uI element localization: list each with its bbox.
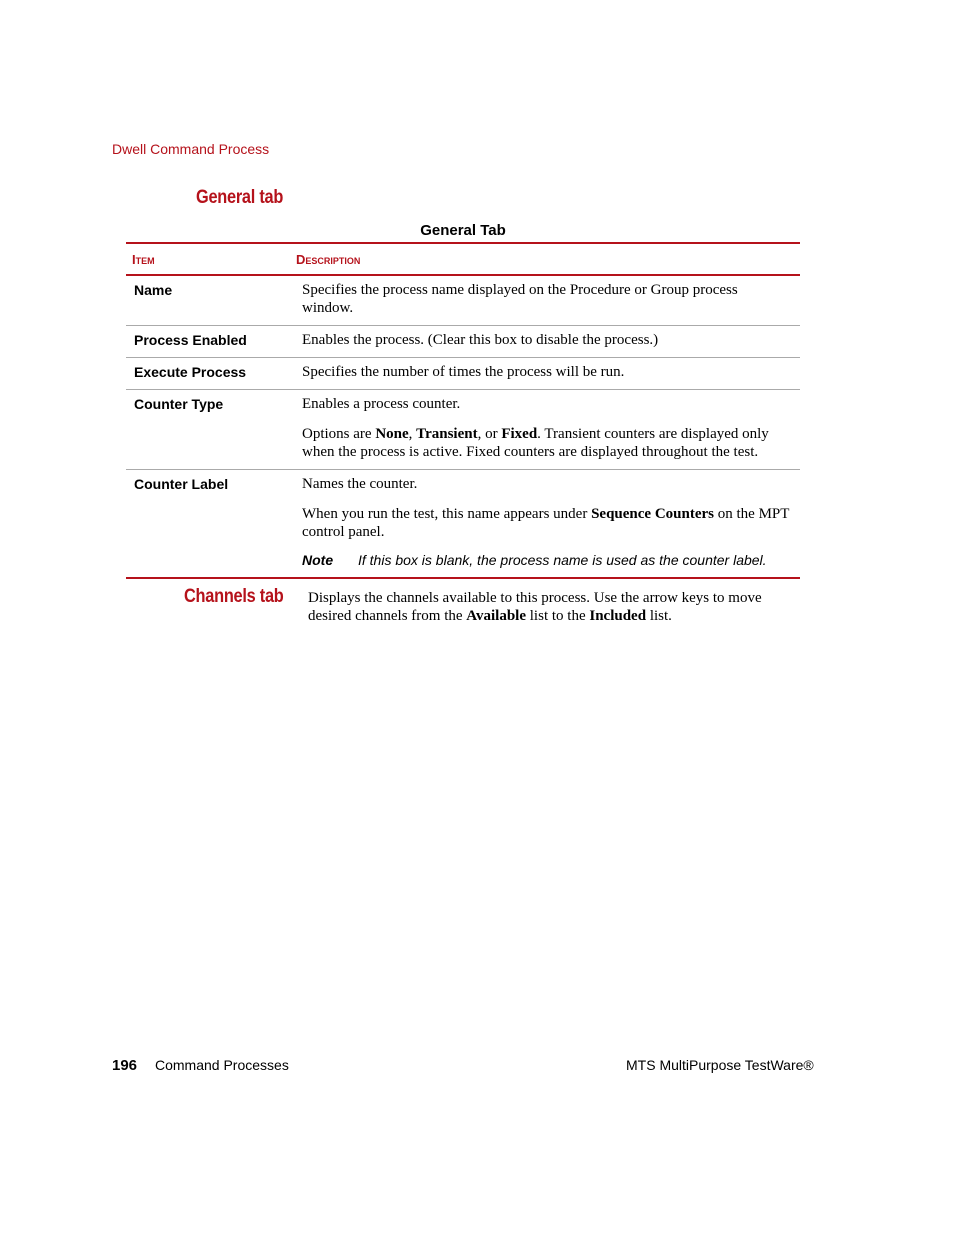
column-header-description: Description: [296, 251, 361, 267]
row-item: Counter Type: [134, 396, 224, 412]
general-tab-table: [126, 242, 800, 579]
counter-label-run: When you run the test, this name appears under Sequence Counters on the MPT control panel.: [302, 506, 790, 540]
table-row: [126, 358, 800, 390]
row-description: Names the counter. When you run the test, this name appears under Sequence Counters on the MPT control panel. Note If this box is blank, the process name is used as the counter label.: [302, 476, 790, 568]
footer-chapter: Command Processes: [155, 1057, 289, 1073]
row-item: Counter Label: [134, 476, 229, 492]
note-text: If this box is blank, the process name is used as the counter label.: [358, 552, 767, 568]
table-row: [126, 326, 800, 358]
table-row: [126, 276, 800, 326]
table-row: [126, 390, 800, 470]
counter-type-options: Options are None, Transient, or Fixed. Transient counters are displayed only when the process is active. Fixed counters are displayed throughout the test.: [302, 426, 769, 460]
row-description: Specifies the number of times the process will be run.: [302, 364, 625, 380]
row-description: Enables the process. (Clear this box to disable the process.): [302, 332, 659, 348]
table-row: [126, 470, 800, 577]
row-item: Name: [134, 282, 173, 298]
section-heading-general: General tab: [196, 187, 284, 208]
row-item: Process Enabled: [134, 332, 247, 348]
breadcrumb[interactable]: Dwell Command Process: [112, 141, 270, 157]
channels-description: Displays the channels available to this process. Use the arrow keys to move desired channels from the Available list to the Included list.: [308, 590, 762, 624]
row-description: Enables a process counter. Options are None, Transient, or Fixed. Transient counters are displayed only when the process is active. Fixed counters are displayed throughout the test.: [294, 390, 800, 469]
note-label: Note: [302, 552, 334, 568]
section-heading-channels: Channels tab: [184, 586, 284, 607]
table-header: [126, 244, 800, 276]
row-item: Execute Process: [134, 364, 247, 380]
note: [302, 551, 790, 569]
table-caption: General Tab: [420, 222, 506, 239]
page-number: 196: [112, 1057, 138, 1074]
column-header-item: Item: [132, 251, 155, 267]
row-description: Specifies the process name displayed on the Procedure or Group process window.: [302, 282, 738, 316]
footer-product: MTS MultiPurpose TestWare®: [626, 1057, 814, 1073]
